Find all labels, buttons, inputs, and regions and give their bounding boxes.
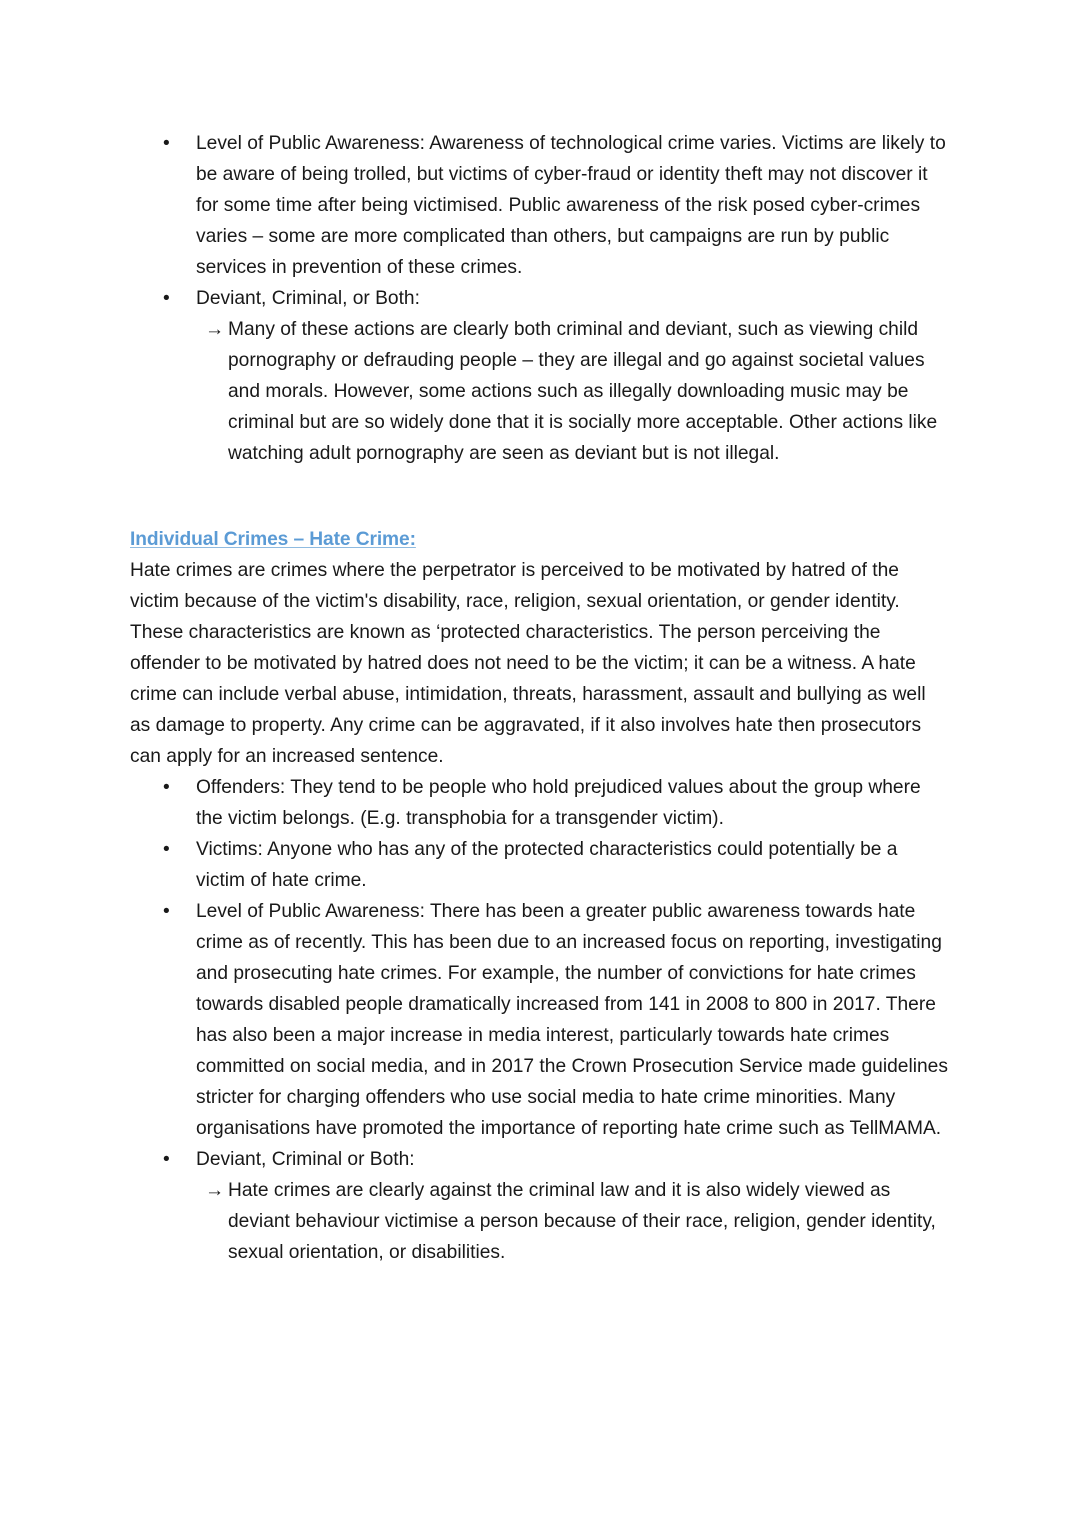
tech-crime-sub-list <box>130 314 950 469</box>
arrow-right-icon: → <box>205 319 225 340</box>
list-item <box>130 834 950 896</box>
list-item <box>130 1144 950 1175</box>
bullet-icon: • <box>163 1149 170 1170</box>
section-spacer <box>130 469 950 500</box>
list-item <box>130 128 950 283</box>
bullet-text: Victims: Anyone who has any of the protected characteristics could potentially be a victim of hate crime. <box>196 839 898 891</box>
list-item <box>130 283 950 314</box>
bullet-text: Deviant, Criminal or Both: <box>196 1149 415 1170</box>
list-item <box>130 772 950 834</box>
sub-bullet-text: Many of these actions are clearly both criminal and deviant, such as viewing child pornography or defrauding people – they are illegal and go against societal values and morals. However, some actions such as illegally downloading music may be criminal but are so widely done that it is socially more acceptable. Other actions like watching adult pornography are seen as deviant but is not illegal. <box>228 319 938 464</box>
bullet-icon: • <box>163 839 170 860</box>
bullet-text: Deviant, Criminal, or Both: <box>196 288 420 309</box>
hate-crime-sub-list <box>130 1175 950 1268</box>
bullet-text: Level of Public Awareness: Awareness of technological crime varies. Victims are likely to be aware of being trolled, but victims of cyber-fraud or identity theft may not discover it for some time after being victimised. Public awareness of the risk posed cyber-crimes varies – some are more complicated than others, but campaigns are run by public services in prevention of these crimes. <box>196 133 946 278</box>
list-item <box>130 896 950 1144</box>
section-spacer <box>130 500 950 524</box>
list-item <box>130 1175 950 1268</box>
bullet-icon: • <box>163 288 170 309</box>
sub-bullet-text: Hate crimes are clearly against the criminal law and it is also widely viewed as deviant behaviour victimise a person because of their race, religion, gender identity, sexual orientation, or disabilities. <box>228 1180 936 1263</box>
bullet-text: Offenders: They tend to be people who hold prejudiced values about the group where the victim belongs. (E.g. transphobia for a transgender victim). <box>196 777 921 829</box>
list-item <box>130 314 950 469</box>
bullet-icon: • <box>163 777 170 798</box>
hate-crime-bullet-list <box>130 772 950 1175</box>
intro-paragraph: Hate crimes are crimes where the perpetrator is perceived to be motivated by hatred of the victim because of the victim's disability, race, religion, sexual orientation, or gender identity. These characteristics are known as ‘protected characteristics. The person perceiving the offender to be motivated by hatred does not need to be the victim; it can be a witness. A hate crime can include verbal abuse, intimidation, threats, harassment, assault and bullying as well as damage to property. Any crime can be aggravated, if it also involves hate then prosecutors can apply for an increased sentence. <box>130 560 926 767</box>
bullet-icon: • <box>163 133 170 154</box>
page-title: Individual Crimes – Hate Crime: <box>130 529 416 550</box>
document-body <box>130 128 950 1268</box>
arrow-right-icon: → <box>205 1180 225 1201</box>
bullet-icon: • <box>163 901 170 922</box>
bullet-text: Level of Public Awareness: There has been a greater public awareness towards hate crime as of recently. This has been due to an increased focus on reporting, investigating and prosecuting hate crimes. For example, the number of convictions for hate crimes towards disabled people dramatically increased from 141 in 2008 to 800 in 2017. There has also been a major increase in media interest, particularly towards hate crimes committed on social media, and in 2017 the Crown Prosecution Service made guidelines stricter for charging offenders who use social media to hate crime minorities. Many organisations have promoted the importance of reporting hate crime such as TellMAMA. <box>196 901 948 1139</box>
tech-crime-bullet-list <box>130 128 950 314</box>
